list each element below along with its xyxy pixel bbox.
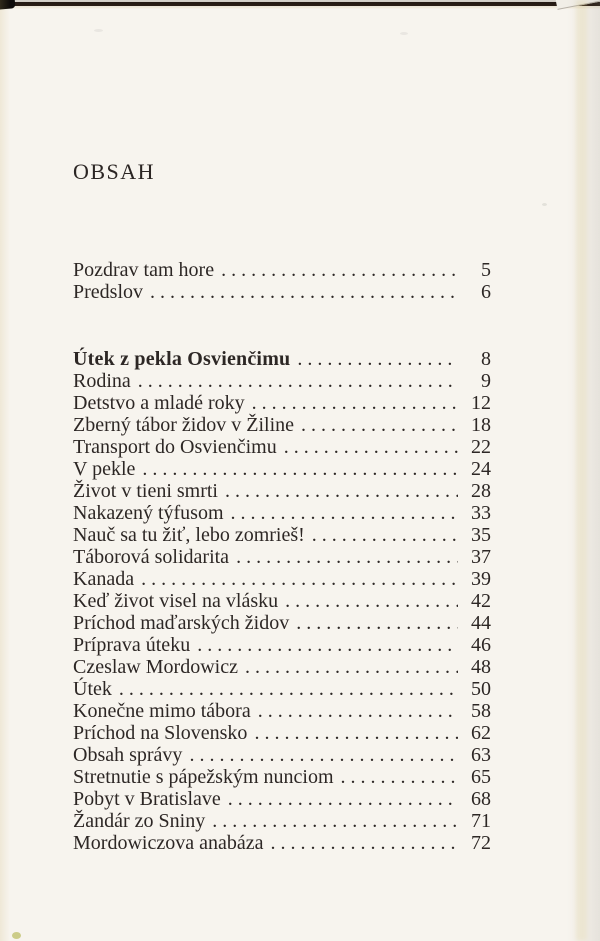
toc-row-title: Nakazený týfusom	[73, 502, 224, 524]
toc-heading: OBSAH	[73, 159, 156, 184]
toc-page-number: 35	[471, 524, 491, 546]
toc-dot-leader	[236, 546, 458, 568]
toc-row-title: Žandár zo Sniny	[73, 810, 206, 832]
toc-page-number: 50	[471, 678, 491, 700]
toc-row-title: Transport do Osvienčimu	[73, 436, 277, 458]
toc-page-number: 24	[471, 458, 491, 480]
toc-row	[73, 744, 491, 766]
toc-dot-leader	[270, 832, 458, 854]
toc-row-title: Mordowiczova anabáza	[73, 832, 264, 854]
toc-row-title: Táborová solidarita	[73, 546, 230, 568]
toc-dot-leader	[258, 700, 458, 722]
toc-row	[73, 348, 491, 370]
toc-row	[73, 700, 491, 722]
toc-page-number: 33	[471, 502, 491, 524]
toc-row	[73, 502, 491, 524]
toc-dot-leader	[312, 524, 458, 546]
toc-row	[73, 392, 491, 414]
page-curl-tint-right	[576, 0, 587, 941]
toc-row-title: Nauč sa tu žiť, lebo zomrieš!	[73, 524, 305, 546]
toc-row-title: Kanada	[73, 568, 135, 590]
toc-row-title: Keď život visel na vlásku	[73, 590, 279, 612]
toc-page-number: 63	[471, 744, 491, 766]
toc-row-title: Útek z pekla Osvienčimu	[73, 348, 291, 370]
toc-row	[73, 436, 491, 458]
toc-dot-leader	[301, 414, 458, 436]
toc-dot-leader	[252, 392, 458, 414]
toc-dot-leader	[221, 259, 458, 281]
toc-dot-leader	[138, 370, 458, 392]
toc-page-number: 72	[471, 832, 491, 854]
toc-page-number: 39	[471, 568, 491, 590]
paper-speck	[542, 203, 547, 206]
toc-row	[73, 766, 491, 788]
toc-row	[73, 524, 491, 546]
toc-page-number: 48	[471, 656, 491, 678]
toc-row	[73, 788, 491, 810]
toc-dot-leader	[225, 480, 458, 502]
toc-dot-leader	[284, 436, 458, 458]
toc-page-number: 22	[471, 436, 491, 458]
toc-row	[73, 810, 491, 832]
toc-row	[73, 458, 491, 480]
toc-page-number: 42	[471, 590, 491, 612]
toc-row	[73, 480, 491, 502]
toc-dot-leader	[228, 788, 458, 810]
toc-row-title: Obsah správy	[73, 744, 183, 766]
chapter-list	[73, 348, 491, 854]
toc-page-number: 44	[471, 612, 491, 634]
toc-row	[73, 414, 491, 436]
toc-page-number: 65	[471, 766, 491, 788]
toc-row-title: Rodina	[73, 370, 131, 392]
toc-row	[73, 281, 491, 303]
toc-row-title: Detstvo a mladé roky	[73, 392, 245, 414]
toc-dot-leader	[285, 590, 458, 612]
toc-dot-leader	[142, 458, 458, 480]
toc-page-number: 5	[481, 259, 491, 281]
toc-row-title: Príchod maďarských židov	[73, 612, 290, 634]
toc-page-number: 12	[471, 392, 491, 414]
page-curl-shading-right	[566, 0, 600, 941]
toc-row	[73, 678, 491, 700]
toc-page-number: 8	[481, 348, 491, 370]
toc-page-number: 37	[471, 546, 491, 568]
toc-row	[73, 370, 491, 392]
toc-row	[73, 612, 491, 634]
toc-row-title: Zberný tábor židov v Žiline	[73, 414, 295, 436]
toc-page-number: 58	[471, 700, 491, 722]
toc-row-title: Príchod na Slovensko	[73, 722, 248, 744]
toc-row	[73, 546, 491, 568]
toc-row-title: V pekle	[73, 458, 136, 480]
paper-speck	[400, 32, 408, 35]
toc-page-number: 18	[471, 414, 491, 436]
toc-page-number: 71	[471, 810, 491, 832]
toc-dot-leader	[245, 656, 458, 678]
toc-row-title: Pozdrav tam hore	[73, 259, 215, 281]
toc-page-number: 9	[481, 370, 491, 392]
toc-row-title: Stretnutie s pápežským nunciom	[73, 766, 334, 788]
toc-row	[73, 259, 491, 281]
toc-dot-leader	[150, 281, 458, 303]
scan-top-edge-shadow	[0, 0, 600, 9]
toc-row	[73, 656, 491, 678]
toc-row-title: Príprava úteku	[73, 634, 191, 656]
toc-row-title: Czeslaw Mordowicz	[73, 656, 238, 678]
toc-row-title: Útek	[73, 678, 112, 700]
toc-page-number: 46	[471, 634, 491, 656]
toc-row	[73, 634, 491, 656]
toc-row	[73, 832, 491, 854]
paper-speck	[94, 29, 103, 32]
toc-dot-leader	[141, 568, 458, 590]
toc-dot-leader	[231, 502, 458, 524]
toc-row	[73, 722, 491, 744]
toc-dot-leader	[212, 810, 458, 832]
toc-dot-leader	[197, 634, 458, 656]
toc-row	[73, 590, 491, 612]
toc-dot-leader	[341, 766, 458, 788]
toc-dot-leader	[297, 348, 458, 370]
page-curl-shading-left	[0, 0, 10, 941]
toc-page-number: 62	[471, 722, 491, 744]
toc-row-title: Pobyt v Bratislave	[73, 788, 221, 810]
toc-row-title: Konečne mimo tábora	[73, 700, 251, 722]
toc-dot-leader	[254, 722, 458, 744]
toc-dot-leader	[296, 612, 458, 634]
paper-speck	[12, 932, 21, 939]
toc-page-number: 6	[481, 281, 491, 303]
toc-row-title: Predslov	[73, 281, 143, 303]
front-matter-list	[73, 259, 491, 303]
toc-page-number: 28	[471, 480, 491, 502]
toc-dot-leader	[189, 744, 458, 766]
toc-row	[73, 568, 491, 590]
toc-page-number: 68	[471, 788, 491, 810]
toc-row-title: Život v tieni smrti	[73, 480, 218, 502]
toc-dot-leader	[119, 678, 458, 700]
